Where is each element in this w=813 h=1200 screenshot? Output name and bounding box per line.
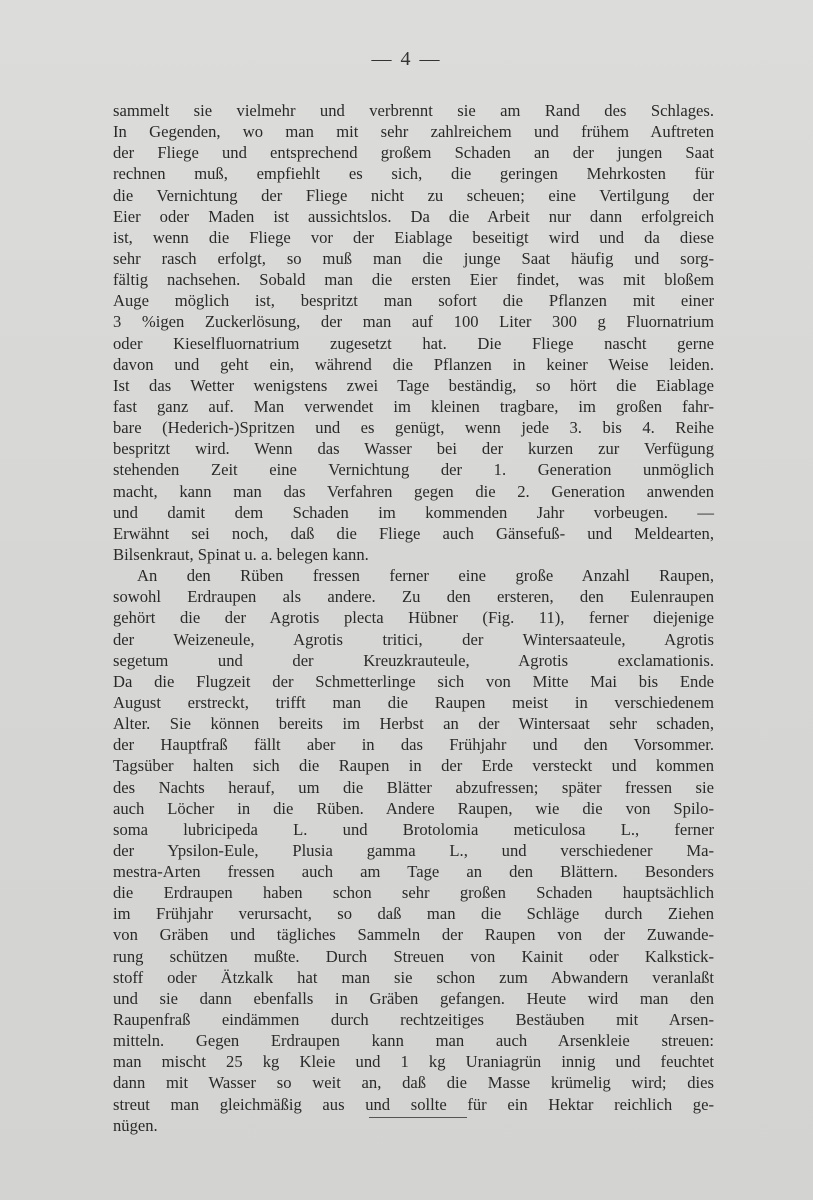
text-line: Alter. Sie können bereits im Herbst an der Wintersaat sehr schaden, [113,714,714,734]
text-line: macht, kann man das Verfahren gegen die 2. Generation anwenden [113,481,714,501]
text-line: Da die Flugzeit der Schmetterlinge sich von Mitte Mai bis Ende [113,671,714,691]
text-line: die Vernichtung der Fliege nicht zu scheuen; eine Vertilgung der [113,185,714,205]
text-line: mitteln. Gegen Erdraupen kann man auch Arsenkleie streuen: [113,1031,714,1051]
footer-rule [369,1117,467,1118]
text-line: rung schützen mußte. Durch Streuen von Kainit oder Kalkstick- [113,946,714,966]
text-line: An den Rüben fressen ferner eine große Anzahl Raupen, [137,566,714,586]
text-line: streut man gleichmäßig aus und sollte für ein Hektar reichlich ge- [113,1094,714,1114]
text-line: gehört die der Agrotis plecta Hübner (Fig. 11), ferner diejenige [113,608,714,628]
text-line: nügen. [113,1115,158,1135]
text-line: stehenden Zeit eine Vernichtung der 1. Generation unmöglich [113,460,714,480]
text-line: der Hauptfraß fällt aber in das Frühjahr und den Vorsommer. [113,735,714,755]
text-line: segetum und der Kreuzkrauteule, Agrotis exclamationis. [113,650,714,670]
text-line: Raupenfraß eindämmen durch rechtzeitiges Bestäuben mit Arsen- [113,1010,714,1030]
page-number: — 4 — [371,48,442,70]
text-line: und sie dann ebenfalls in Gräben gefangen. Heute wird man den [113,988,714,1008]
text-line: im Frühjahr verursacht, so daß man die Schläge durch Ziehen [113,904,714,924]
text-line: oder Kieselfluornatrium zugesetzt hat. Die Fliege nascht gerne [113,333,714,353]
text-line: Auge möglich ist, bespritzt man sofort die Pflanzen mit einer [113,291,714,311]
text-line: der Weizeneule, Agrotis tritici, der Wintersaateule, Agrotis [113,629,714,649]
text-line: ist, wenn die Fliege vor der Eiablage beseitigt wird und da diese [113,227,714,247]
text-line: soma lubricipeda L. und Brotolomia meticulosa L., ferner [113,819,714,839]
text-line: der Ypsilon-Eule, Plusia gamma L., und verschiedener Ma- [113,840,714,860]
text-line: davon und geht ein, während die Pflanzen in keiner Weise leiden. [113,354,714,374]
text-line: stoff oder Ätzkalk hat man sie schon zum Abwandern veranlaßt [113,967,714,987]
text-line: bare (Hederich-)Spritzen und es genügt, wenn jede 3. bis 4. Reihe [113,418,714,438]
text-line: der Fliege und entsprechend großem Schaden an der jungen Saat [113,143,714,163]
text-line: 3 %igen Zuckerlösung, der man auf 100 Liter 300 g Fluornatrium [113,312,714,332]
body-text [113,100,714,1136]
text-line: Tagsüber halten sich die Raupen in der Erde versteckt und kommen [113,756,714,776]
text-line: rechnen muß, empfiehlt es sich, die geringen Mehrkosten für [113,164,714,184]
text-line: Ist das Wetter wenigstens zwei Tage beständig, so hört die Eiablage [113,375,714,395]
text-line: August erstreckt, trifft man die Raupen meist in verschiedenem [113,692,714,712]
text-line: fast ganz auf. Man verwendet im kleinen tragbare, im großen fahr- [113,396,714,416]
text-line: mestra-Arten fressen auch am Tage an den Blättern. Besonders [113,862,714,882]
text-line: die Erdraupen haben schon sehr großen Schaden hauptsächlich [113,883,714,903]
text-line: sammelt sie vielmehr und verbrennt sie am Rand des Schlages. [113,101,714,120]
text-line: Bilsenkraut, Spinat u. a. belegen kann. [113,544,369,564]
text-line: sowohl Erdraupen als andere. Zu den ersteren, den Eulenraupen [113,587,714,607]
text-line: Erwähnt sei noch, daß die Fliege auch Gänsefuß- und Meldearten, [113,523,714,543]
text-line: Eier oder Maden ist aussichtslos. Da die Arbeit nur dann erfolgreich [113,206,714,226]
text-line: und damit dem Schaden im kommenden Jahr vorbeugen. — [113,502,714,522]
text-line: bespritzt wird. Wenn das Wasser bei der kurzen zur Verfügung [113,439,714,459]
text-line: sehr rasch erfolgt, so muß man die junge Saat häufig und sorg- [113,248,714,268]
text-line: In Gegenden, wo man mit sehr zahlreichem und frühem Auftreten [113,122,714,142]
text-line: auch Löcher in die Rüben. Andere Raupen, wie die von Spilo- [113,798,714,818]
text-line: des Nachts herauf, um die Blätter abzufressen; später fressen sie [113,777,714,797]
text-line: von Gräben und tägliches Sammeln der Raupen von der Zuwande- [113,925,714,945]
text-line: man mischt 25 kg Kleie und 1 kg Uraniagrün innig und feuchtet [113,1052,714,1072]
text-line: dann mit Wasser so weit an, daß die Masse krümelig wird; dies [113,1073,714,1093]
text-line: fältig nachsehen. Sobald man die ersten Eier findet, was mit bloßem [113,270,714,290]
